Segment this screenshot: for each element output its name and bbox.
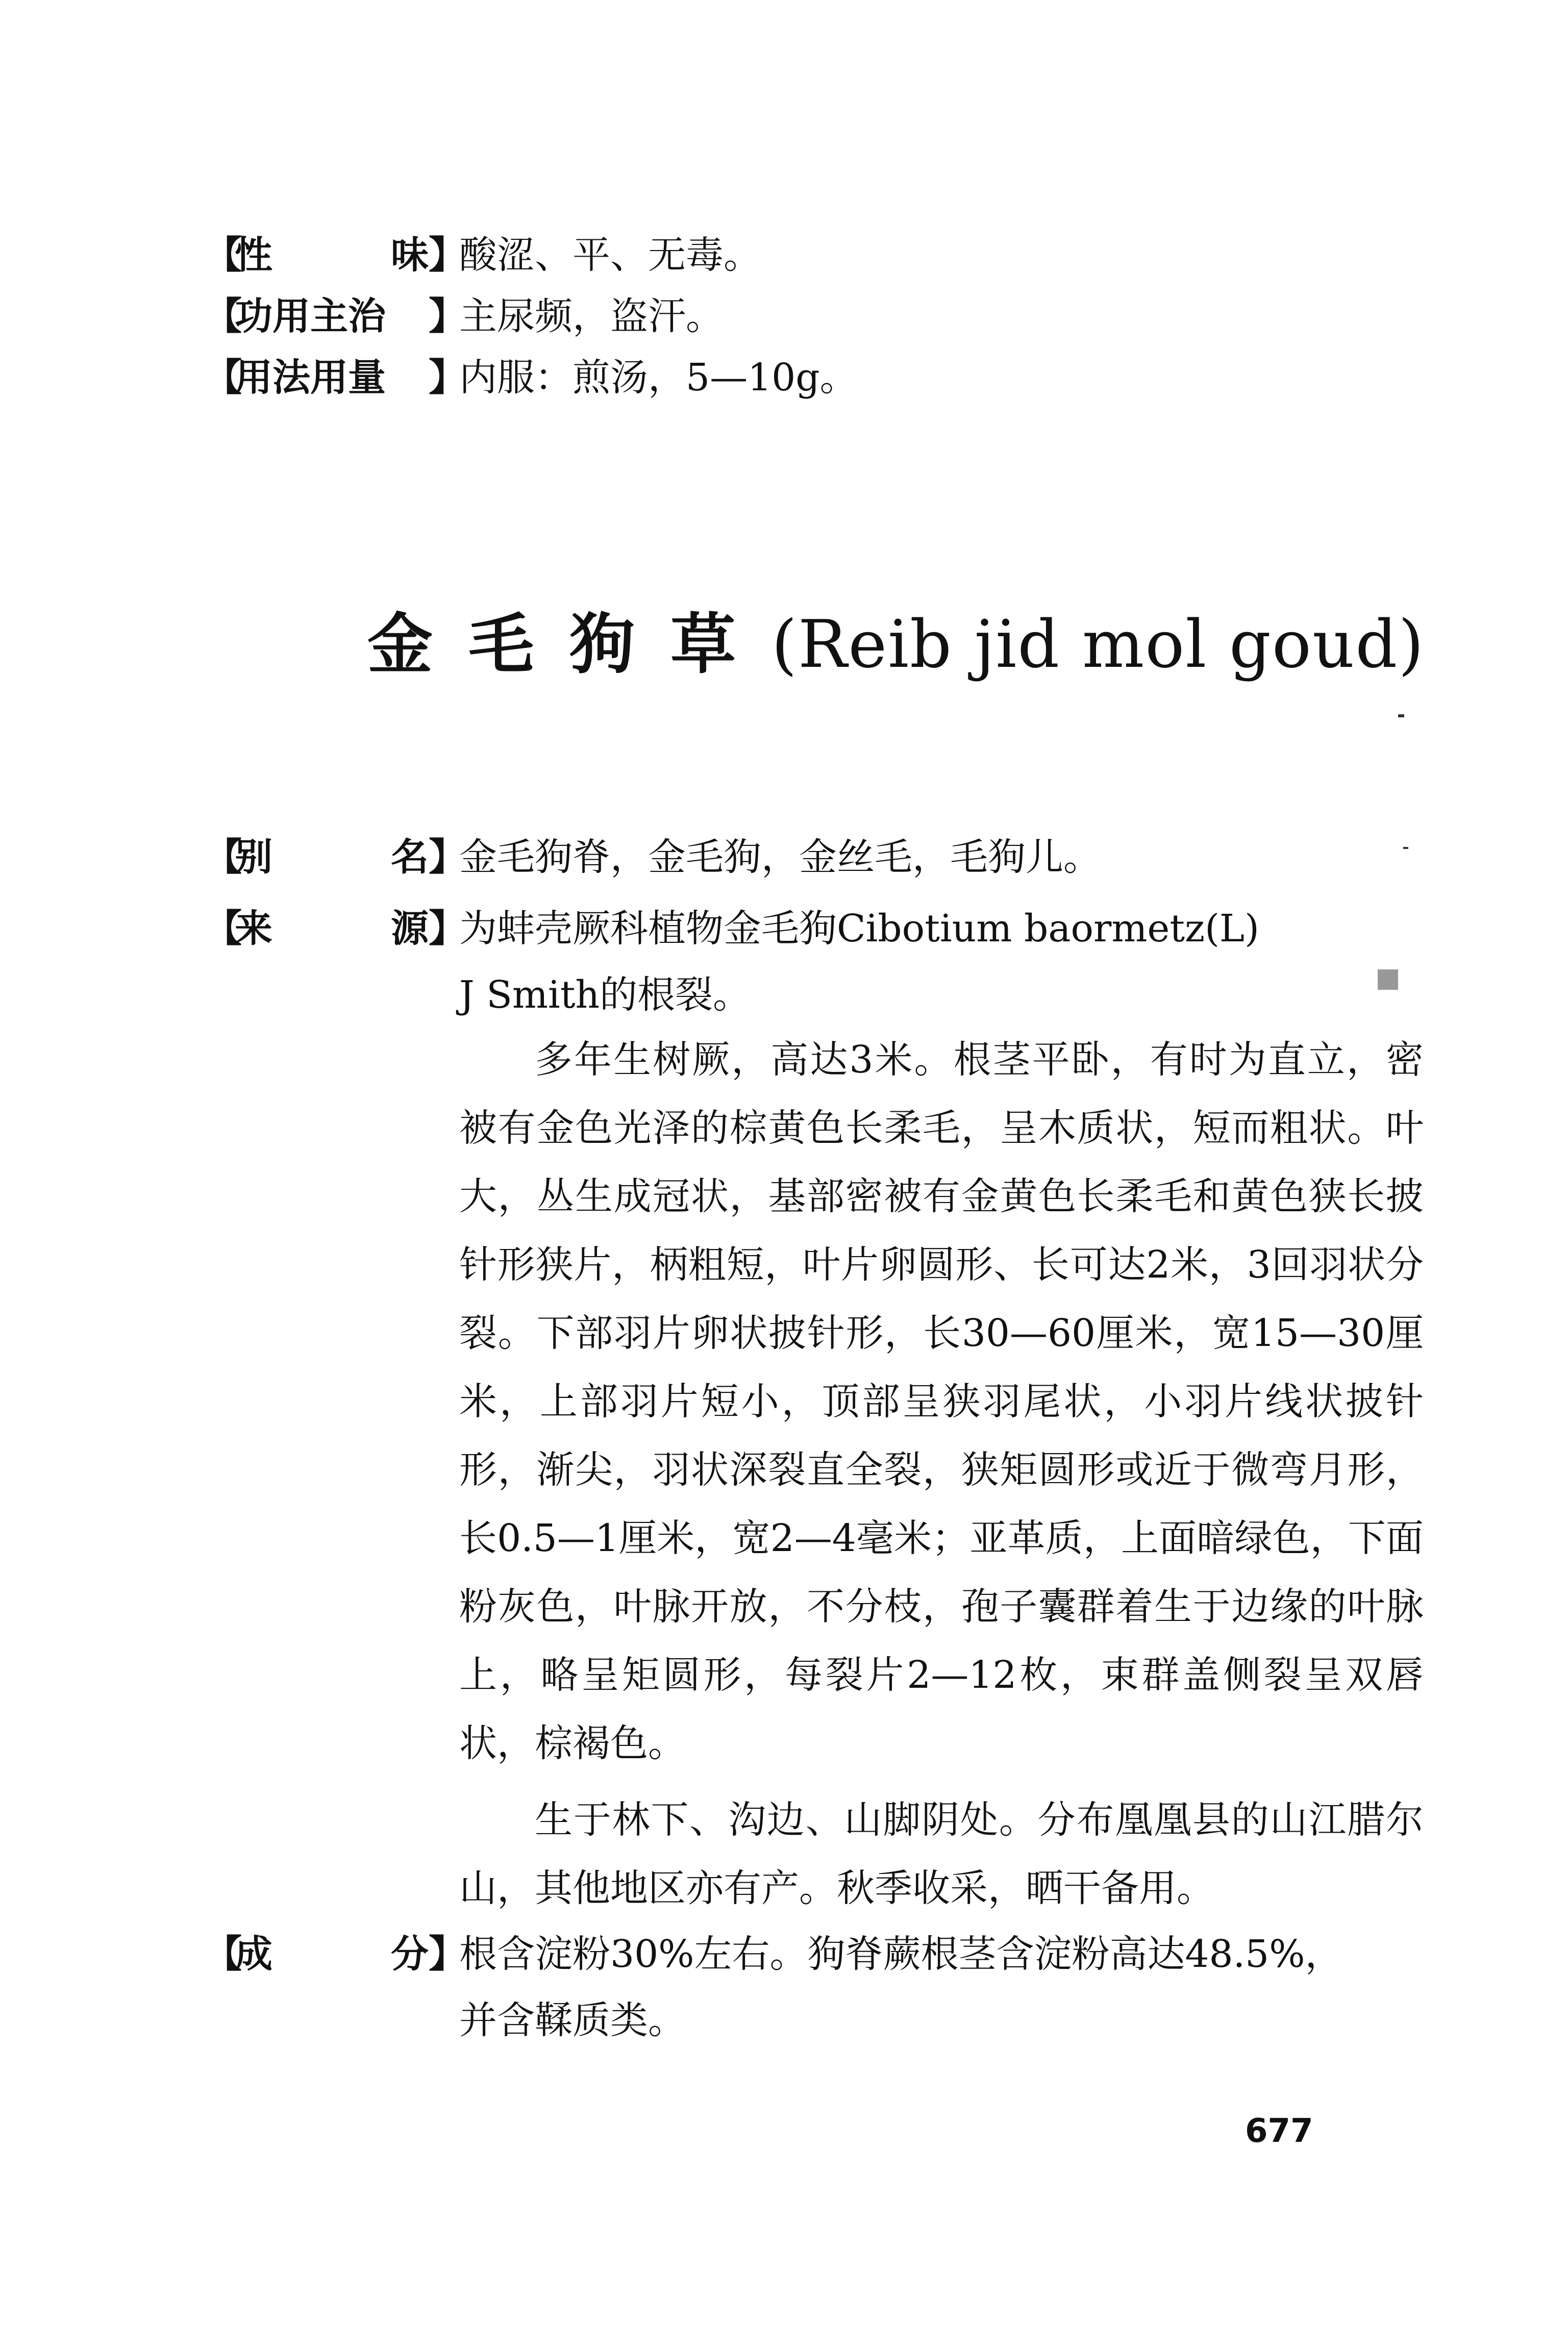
- entry-content: 内服：煎汤，5—10g。: [459, 356, 858, 399]
- entry-label: 【成 分】: [204, 1932, 466, 1976]
- entry-taste: [204, 224, 1439, 286]
- entry-content: 酸涩、平、无毒。: [459, 233, 761, 277]
- scan-speck: [1403, 847, 1408, 849]
- entry-label: 【性 味】: [204, 233, 466, 277]
- scan-speck: [1398, 714, 1404, 717]
- description-paragraph: 多年生树厥，高达3米。根茎平卧，有时为直立，密被有金色光泽的棕黄色长柔毛，呈木质状，短而粗状。叶大，丛生成冠状，基部密被有金黄色长柔毛和黄色狭长披针形狭片，柄粗短，叶片卵圆形、长可达2米，3回羽状分裂。下部羽片卵状披针形，长30—60厘米，宽15—30厘米，上部羽片短小，顶部呈狭羽尾状，小羽片线状披针形，渐尖，羽状深裂直全裂，狭矩圆形或近于微弯月形，长0.5—1厘米，宽2—4毫米；亚革质，上面暗绿色，下面粉灰色，叶脉开放，不分枝，孢子囊群着生于边缘的叶脉上，略呈矩圆形，每裂片2—12枚，束群盖侧裂呈双唇状，棕褐色。: [459, 1038, 1424, 1765]
- herb-title-chinese: 金毛狗草: [367, 607, 772, 683]
- entry-component-continued: 并含鞣质类。: [459, 1998, 686, 2042]
- entry-function: [204, 286, 1439, 347]
- entry-label: 【别 名】: [204, 835, 466, 879]
- entry-label: 【来 源】: [204, 907, 466, 951]
- entry-source: [204, 898, 1439, 959]
- entry-content: 金毛狗脊，金毛狗，金丝毛，毛狗儿。: [459, 835, 1101, 879]
- entry-content: 根含淀粉30%左右。狗脊蕨根茎含淀粉高达48.5%，: [459, 1932, 1343, 1976]
- entry-content: 主尿频，盗汗。: [459, 294, 724, 338]
- entry-label: 【功用主治 】: [204, 294, 466, 338]
- herb-title: [367, 592, 1425, 686]
- entry-component: [204, 1923, 1439, 1985]
- entry-label: 【用法用量 】: [204, 356, 466, 399]
- entry-source-continued: J Smith的根裂。: [459, 973, 751, 1017]
- scan-speck: [1378, 969, 1398, 990]
- habitat-paragraph: 生于林下、沟边、山脚阴处。分布凰凰县的山江腊尔山，其他地区亦有产。秋季收采，晒干备用。: [459, 1798, 1424, 1910]
- entry-usage: [204, 347, 1439, 408]
- entry-content: 为蚌壳厥科植物金毛狗Cibotium baormetz(L): [459, 907, 1259, 951]
- entry-alias: [204, 827, 1439, 888]
- page-number: 677: [1245, 2112, 1313, 2150]
- herb-title-pinyin: (Reib jid mol goud): [771, 607, 1425, 683]
